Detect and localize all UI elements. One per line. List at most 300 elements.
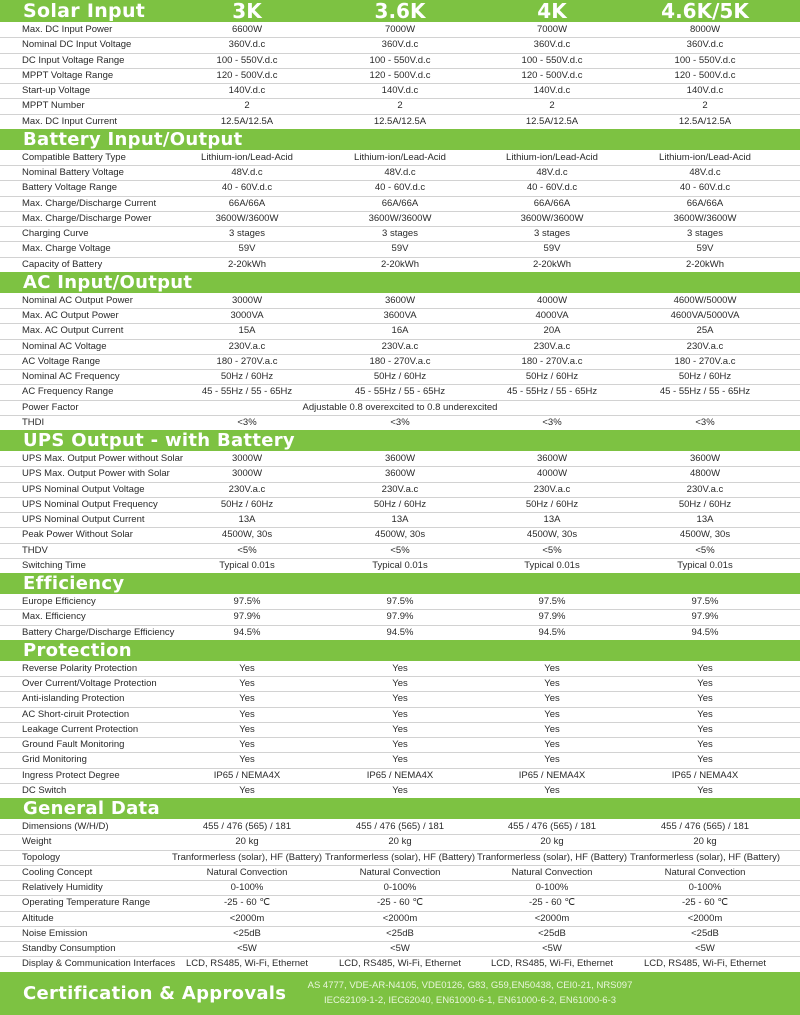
cell-value: Yes — [392, 708, 408, 720]
column-header-3-6k: 3.6K — [374, 0, 426, 23]
cell-value: 2-20kWh — [685, 258, 724, 270]
cell-value: 59V — [696, 243, 714, 255]
row-label: Ground Fault Monitoring — [22, 739, 125, 750]
cell-value: Yes — [697, 723, 713, 735]
cell-value: 2-20kWh — [380, 258, 419, 270]
cell-value: Yes — [392, 678, 408, 689]
row-label: Relatively Humidity — [22, 882, 103, 893]
cell-value: Yes — [239, 708, 255, 720]
row-label: UPS Nominal Output Current — [22, 514, 145, 525]
cell-value: Tranformerless (solar), HF (Battery) — [171, 851, 323, 863]
cell-value: 3 stages — [229, 228, 265, 239]
cell-value: 40 - 60V.d.c — [221, 182, 273, 194]
cell-value: Yes — [392, 784, 408, 796]
cell-value: 230V.a.c — [381, 483, 419, 495]
cell-value: 3600VA — [383, 310, 417, 321]
cell-value: 0-100% — [535, 882, 569, 893]
row-label: Max. Charge/Discharge Current — [22, 197, 157, 209]
cell-value: 45 - 55Hz / 55 - 65Hz — [354, 386, 446, 398]
cell-value: 4000VA — [535, 310, 569, 321]
cell-value: Yes — [392, 754, 408, 766]
row-label: Leakage Current Protection — [22, 723, 139, 735]
cell-value: 2 — [702, 100, 708, 112]
row-label: Reverse Polarity Protection — [22, 662, 138, 674]
cell-value: 97.9% — [691, 611, 719, 623]
cell-value: Yes — [544, 723, 560, 735]
cell-value: 97.5% — [386, 596, 414, 607]
cell-value: 20 kg — [540, 836, 564, 848]
cell-value: <5% — [390, 544, 410, 556]
cell-value: 50Hz / 60Hz — [678, 498, 732, 510]
cell-value: 140V.d.c — [381, 85, 419, 96]
cell-value: 2 — [244, 100, 250, 112]
cell-value: 140V.d.c — [228, 85, 266, 96]
cell-value: 4500W, 30s — [526, 529, 578, 541]
column-header-3k: 3K — [232, 0, 262, 23]
cell-value: 3000VA — [230, 310, 264, 321]
cell-value: 59V — [391, 243, 409, 255]
cell-value: 4000W — [536, 468, 568, 480]
cell-value: <3% — [390, 416, 410, 428]
cell-value: 3600W/3600W — [673, 212, 737, 224]
cell-value: LCD, RS485, Wi-Fi, Ethernet — [491, 958, 613, 970]
table-row — [0, 783, 800, 799]
cell-value: Yes — [697, 784, 713, 796]
cell-value: Yes — [544, 678, 560, 689]
cell-value: <3% — [542, 416, 562, 428]
cell-value: <5W — [542, 943, 562, 954]
cell-value: 140V.d.c — [533, 85, 571, 96]
cell-value: <2000m — [687, 912, 723, 924]
row-label: AC Frequency Range — [22, 386, 114, 398]
cell-value: 97.5% — [691, 596, 719, 607]
cell-value: 230V.a.c — [686, 340, 724, 352]
cell-value: 4500W, 30s — [679, 529, 731, 541]
row-label: Nominal AC Frequency — [22, 371, 120, 382]
cell-value: Yes — [544, 693, 560, 705]
cell-value: Natural Convection — [359, 866, 441, 878]
row-label: AC Voltage Range — [22, 355, 101, 367]
cell-value: 360V.d.c — [381, 39, 419, 51]
cell-value: 66A/66A — [533, 197, 571, 209]
cell-value: Lithium-ion/Lead-Acid — [201, 151, 293, 163]
cell-value: 3600W — [384, 294, 416, 306]
cell-value: Yes — [239, 693, 255, 705]
cell-value: <25dB — [691, 927, 719, 939]
cell-value: Yes — [544, 662, 560, 674]
table-row — [0, 850, 800, 866]
cell-value: Yes — [392, 723, 408, 735]
table-row — [0, 53, 800, 69]
table-row — [0, 911, 800, 927]
cell-value: -25 - 60 ℃ — [528, 897, 576, 909]
cell-value: 97.9% — [538, 611, 566, 623]
cell-value: 3600W/3600W — [368, 212, 432, 224]
cell-value: 180 - 270V.a.c — [369, 355, 431, 367]
table-row — [0, 415, 800, 431]
cell-value: <5% — [237, 544, 257, 556]
cell-value: <2000m — [382, 912, 418, 924]
cell-value: 4800W — [689, 468, 721, 480]
cell-value: 6600W — [231, 24, 263, 35]
section-title: General Data — [23, 798, 160, 819]
cell-value: 48V.d.c — [536, 167, 568, 178]
column-header-4-6k-5k: 4.6K/5K — [661, 0, 749, 23]
table-row — [0, 37, 800, 53]
row-label: Topology — [22, 851, 61, 863]
cell-value: Yes — [697, 754, 713, 766]
cell-value: <3% — [695, 416, 715, 428]
table-row — [0, 707, 800, 723]
cell-value: 50Hz / 60Hz — [373, 371, 427, 382]
row-label: Display & Communication Interfaces — [22, 958, 176, 970]
cell-value: 97.9% — [233, 611, 261, 623]
row-label: MPPT Voltage Range — [22, 69, 114, 81]
row-label: Nominal Battery Voltage — [22, 167, 124, 178]
cell-value: Lithium-ion/Lead-Acid — [506, 151, 598, 163]
cell-value: 100 - 550V.d.c — [521, 54, 583, 66]
cell-value: Yes — [239, 739, 255, 750]
certification-list — [300, 978, 640, 1008]
cell-value: 4000W — [536, 294, 568, 306]
cell-value: 40 - 60V.d.c — [679, 182, 731, 194]
cell-value: Lithium-ion/Lead-Acid — [659, 151, 751, 163]
cell-value: Yes — [697, 739, 713, 750]
section-header-solar-input — [0, 0, 800, 22]
row-label: Switching Time — [22, 559, 86, 571]
row-label: Start-up Voltage — [22, 85, 91, 96]
row-label: Weight — [22, 836, 52, 848]
table-row — [0, 308, 800, 324]
cell-value: Natural Convection — [206, 866, 288, 878]
cell-value: 45 - 55Hz / 55 - 65Hz — [659, 386, 751, 398]
cell-value: Lithium-ion/Lead-Acid — [354, 151, 446, 163]
cell-value: <2000m — [534, 912, 570, 924]
cell-value: <25dB — [233, 927, 261, 939]
cell-value: Natural Convection — [664, 866, 746, 878]
cell-value: Yes — [239, 754, 255, 766]
cell-value: 455 / 476 (565) / 181 — [355, 821, 445, 832]
table-row — [0, 819, 800, 835]
cell-value: -25 - 60 ℃ — [376, 897, 424, 909]
cell-value: 0-100% — [688, 882, 722, 893]
table-row — [0, 293, 800, 309]
row-label: Battery Voltage Range — [22, 182, 118, 194]
row-label: Ingress Protect Degree — [22, 769, 120, 781]
cell-value: 13A — [391, 514, 409, 525]
cell-value: Yes — [544, 754, 560, 766]
section-title: AC Input/Output — [23, 271, 193, 293]
cell-value: 20 kg — [388, 836, 412, 848]
row-label: Max. AC Output Power — [22, 310, 119, 321]
cell-value: <5% — [542, 544, 562, 556]
cell-value: 97.5% — [233, 596, 261, 607]
row-label: Europe Efficiency — [22, 596, 96, 607]
section-header-battery-input-output — [0, 129, 800, 150]
cell-value: 66A/66A — [686, 197, 724, 209]
cell-value: 50Hz / 60Hz — [678, 371, 732, 382]
cell-value: <2000m — [229, 912, 265, 924]
cell-value: IP65 / NEMA4X — [518, 769, 586, 781]
cell-value: Typical 0.01s — [219, 559, 275, 571]
cell-value: 120 - 500V.d.c — [674, 69, 736, 81]
table-row — [0, 543, 800, 559]
cell-value: <5W — [390, 943, 410, 954]
cell-value: 2 — [397, 100, 403, 112]
cell-value: 94.5% — [386, 626, 414, 638]
cell-value: Yes — [239, 723, 255, 735]
cell-value: Yes — [392, 693, 408, 705]
table-row — [0, 834, 800, 850]
row-label: Nominal AC Output Power — [22, 294, 133, 306]
cell-value: LCD, RS485, Wi-Fi, Ethernet — [339, 958, 461, 970]
table-row — [0, 895, 800, 911]
row-label: UPS Max. Output Power with Solar — [22, 468, 170, 480]
cell-value: Yes — [697, 693, 713, 705]
table-row — [0, 512, 800, 528]
cell-value: 12.5A/12.5A — [525, 115, 579, 127]
row-label: Max. DC Input Current — [22, 115, 118, 127]
cell-value: 180 - 270V.a.c — [216, 355, 278, 367]
cell-value: 3600W/3600W — [215, 212, 279, 224]
certification-line: AS 4777, VDE-AR-N4105, VDE0126, G83, G59,EN50438, CEI0-21, NRS097 — [307, 980, 633, 992]
section-title: Protection — [23, 639, 132, 661]
cell-value: 48V.d.c — [384, 167, 416, 178]
table-row — [0, 737, 800, 753]
table-row — [0, 98, 800, 114]
row-label: Max. DC Input Power — [22, 24, 113, 35]
cell-value: 59V — [238, 243, 256, 255]
cell-value: 455 / 476 (565) / 181 — [660, 821, 750, 832]
cell-value: 59V — [543, 243, 561, 255]
table-row — [0, 527, 800, 543]
row-label: DC Input Voltage Range — [22, 54, 125, 66]
cell-value: 140V.d.c — [686, 85, 724, 96]
table-row — [0, 114, 800, 130]
cell-value: 120 - 500V.d.c — [521, 69, 583, 81]
table-row — [0, 180, 800, 196]
cell-value: Natural Convection — [511, 866, 593, 878]
row-label: UPS Max. Output Power without Solar — [22, 453, 184, 464]
table-row — [0, 241, 800, 257]
row-span-value: Adjustable 0.8 overexcited to 0.8 underexcited — [302, 401, 498, 413]
row-label: Capacity of Battery — [22, 258, 103, 270]
row-label: THDI — [22, 416, 45, 428]
row-label: UPS Nominal Output Frequency — [22, 498, 158, 510]
table-row — [0, 752, 800, 768]
table-row — [0, 558, 800, 574]
cell-value: <25dB — [538, 927, 566, 939]
row-label: Nominal AC Voltage — [22, 340, 107, 352]
cell-value: 120 - 500V.d.c — [216, 69, 278, 81]
cell-value: 20 kg — [693, 836, 717, 848]
table-row — [0, 865, 800, 881]
cell-value: 50Hz / 60Hz — [220, 371, 274, 382]
row-label: DC Switch — [22, 784, 67, 796]
table-row — [0, 451, 800, 467]
cell-value: 13A — [696, 514, 714, 525]
cell-value: 97.9% — [386, 611, 414, 623]
cell-value: 2 — [549, 100, 555, 112]
table-row — [0, 226, 800, 242]
row-label: Max. Efficiency — [22, 611, 86, 623]
cell-value: LCD, RS485, Wi-Fi, Ethernet — [644, 958, 766, 970]
cell-value: 7000W — [384, 24, 416, 35]
cell-value: 50Hz / 60Hz — [220, 498, 274, 510]
table-row — [0, 400, 800, 416]
cell-value: 3600W — [536, 453, 568, 464]
row-label: Max. Charge/Discharge Power — [22, 212, 152, 224]
table-row — [0, 339, 800, 355]
table-row — [0, 323, 800, 339]
certification-title: Certification & Approvals — [23, 982, 287, 1004]
cell-value: <5W — [237, 943, 257, 954]
cell-value: 3 stages — [687, 228, 723, 239]
row-label: THDV — [22, 544, 48, 556]
section-header-ups-output-with-battery — [0, 430, 800, 451]
cell-value: Yes — [697, 678, 713, 689]
row-label: AC Short-ciruit Protection — [22, 708, 130, 720]
cell-value: <5% — [695, 544, 715, 556]
table-row — [0, 165, 800, 181]
table-row — [0, 941, 800, 957]
section-title: Battery Input/Output — [23, 128, 243, 150]
cell-value: Tranformerless (solar), HF (Battery) — [629, 851, 781, 863]
row-label: MPPT Number — [22, 100, 85, 112]
cell-value: 20 kg — [235, 836, 259, 848]
table-row — [0, 22, 800, 38]
table-row — [0, 625, 800, 641]
row-label: Over Current/Voltage Protection — [22, 678, 157, 689]
cell-value: IP65 / NEMA4X — [366, 769, 434, 781]
cell-value: 100 - 550V.d.c — [216, 54, 278, 66]
row-label: Cooling Concept — [22, 866, 93, 878]
cell-value: Typical 0.01s — [524, 559, 580, 571]
cell-value: 3000W — [231, 453, 263, 464]
cell-value: 97.5% — [538, 596, 566, 607]
row-label: Anti-islanding Protection — [22, 693, 125, 705]
certification-banner — [0, 972, 800, 1015]
cell-value: <3% — [237, 416, 257, 428]
cell-value: 12.5A/12.5A — [220, 115, 274, 127]
row-label: Noise Emission — [22, 927, 88, 939]
table-row — [0, 880, 800, 896]
row-label: Peak Power Without Solar — [22, 529, 133, 541]
cell-value: 0-100% — [383, 882, 417, 893]
table-row — [0, 257, 800, 273]
cell-value: 66A/66A — [228, 197, 266, 209]
section-header-protection — [0, 640, 800, 661]
row-label: Grid Monitoring — [22, 754, 87, 766]
cell-value: 4600VA/5000VA — [670, 310, 740, 321]
table-row — [0, 211, 800, 227]
cell-value: 3600W — [689, 453, 721, 464]
table-row — [0, 594, 800, 610]
column-header-4k: 4K — [537, 0, 567, 23]
row-label: Charging Curve — [22, 228, 89, 239]
row-label: Operating Temperature Range — [22, 897, 151, 909]
table-row — [0, 661, 800, 677]
cell-value: 230V.a.c — [686, 483, 724, 495]
cell-value: 230V.a.c — [228, 483, 266, 495]
table-row — [0, 768, 800, 784]
table-row — [0, 354, 800, 370]
row-label: UPS Nominal Output Voltage — [22, 483, 145, 495]
table-row — [0, 691, 800, 707]
cell-value: 16A — [391, 325, 409, 337]
cell-value: 94.5% — [538, 626, 566, 638]
cell-value: Yes — [697, 662, 713, 674]
cell-value: 4600W/5000W — [673, 294, 737, 306]
cell-value: 230V.a.c — [533, 483, 571, 495]
cell-value: 13A — [543, 514, 561, 525]
cell-value: -25 - 60 ℃ — [223, 897, 271, 909]
cell-value: Yes — [392, 739, 408, 750]
section-header-ac-input-output — [0, 272, 800, 293]
row-label: Battery Charge/Discharge Efficiency — [22, 626, 175, 638]
cell-value: 48V.d.c — [689, 167, 721, 178]
row-label: Nominal DC Input Voltage — [22, 39, 132, 51]
cell-value: 25A — [696, 325, 714, 337]
cell-value: Yes — [239, 662, 255, 674]
table-row — [0, 150, 800, 166]
cell-value: 3600W — [384, 468, 416, 480]
cell-value: 360V.d.c — [686, 39, 724, 51]
cell-value: LCD, RS485, Wi-Fi, Ethernet — [186, 958, 308, 970]
cell-value: Yes — [544, 739, 560, 750]
cell-value: <25dB — [386, 927, 414, 939]
cell-value: 360V.d.c — [533, 39, 571, 51]
cell-value: 40 - 60V.d.c — [374, 182, 426, 194]
cell-value: 230V.a.c — [533, 340, 571, 352]
section-header-efficiency — [0, 573, 800, 594]
cell-value: Yes — [239, 678, 255, 689]
cell-value: 50Hz / 60Hz — [525, 371, 579, 382]
row-label: Power Factor — [22, 401, 79, 413]
table-row — [0, 466, 800, 482]
cell-value: 94.5% — [691, 626, 719, 638]
cell-value: 455 / 476 (565) / 181 — [507, 821, 597, 832]
section-title: Efficiency — [23, 573, 125, 594]
cell-value: IP65 / NEMA4X — [671, 769, 739, 781]
cell-value: 180 - 270V.a.c — [674, 355, 736, 367]
cell-value: 230V.a.c — [381, 340, 419, 352]
cell-value: 2-20kWh — [227, 258, 266, 270]
cell-value: Typical 0.01s — [677, 559, 733, 571]
cell-value: 120 - 500V.d.c — [369, 69, 431, 81]
cell-value: 230V.a.c — [228, 340, 266, 352]
cell-value: 100 - 550V.d.c — [674, 54, 736, 66]
cell-value: 3000W — [231, 468, 263, 480]
section-title: Solar Input — [23, 0, 146, 22]
table-row — [0, 83, 800, 99]
cell-value: Tranformerless (solar), HF (Battery) — [476, 851, 628, 863]
cell-value: 0-100% — [230, 882, 264, 893]
cell-value: 3000W — [231, 294, 263, 306]
cell-value: 180 - 270V.a.c — [521, 355, 583, 367]
cell-value: 3600W/3600W — [520, 212, 584, 224]
cell-value: 13A — [238, 514, 256, 525]
cell-value: 360V.d.c — [228, 39, 266, 51]
cell-value: 3 stages — [382, 228, 418, 239]
cell-value: 15A — [238, 325, 256, 337]
cell-value: 12.5A/12.5A — [373, 115, 427, 127]
section-title: UPS Output - with Battery — [23, 430, 295, 451]
cell-value: 455 / 476 (565) / 181 — [202, 821, 292, 832]
cell-value: -25 - 60 ℃ — [681, 897, 729, 909]
cell-value: Yes — [239, 784, 255, 796]
cell-value: 4500W, 30s — [374, 529, 426, 541]
